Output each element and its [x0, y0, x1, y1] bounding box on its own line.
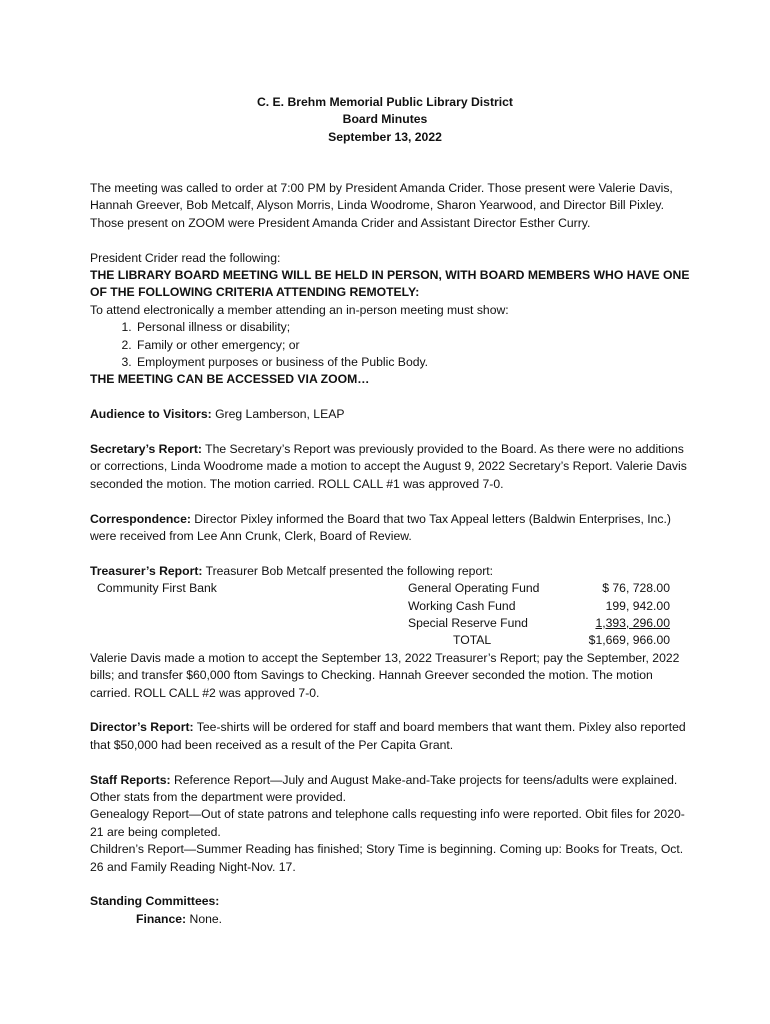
fund-amount: $ 76, 728.00 [602, 581, 670, 596]
remote-criteria-heading: THE LIBRARY BOARD MEETING WILL BE HELD IN PERSON, WITH BOARD MEMBERS WHO HAVE ONE OF THE FOLLOWING CRITERIA ATTENDING REMOTELY: [90, 268, 690, 300]
treasurer-label: Treasurer’s Report: [90, 563, 203, 578]
fund-amount: 1,393, 296.00 [595, 616, 670, 631]
table-row [90, 615, 690, 632]
staff-text: Reference Report—July and August Make-and-Take projects for teens/adults were explained. Other stats from the department were provided. [90, 772, 678, 805]
criteria-list [90, 319, 690, 371]
read-line: President Crider read the following: [90, 250, 281, 265]
total-amount: $1,669, 966.00 [588, 633, 670, 648]
document-header [0, 94, 770, 146]
meeting-date: September 13, 2022 [328, 129, 442, 144]
audience-section [90, 406, 690, 423]
list-item: 2. Family or other emergency; or [135, 337, 690, 354]
director-label: Director’s Report: [90, 720, 194, 735]
finance-text: None. [186, 911, 223, 926]
secretary-section [90, 441, 690, 493]
table-row [90, 580, 690, 597]
zoom-access-heading: THE MEETING CAN BE ACCESSED VIA ZOOM… [90, 372, 370, 387]
table-total-row [90, 632, 690, 649]
fund-amount: 199, 942.00 [605, 598, 670, 613]
attend-line: To attend electronically a member attending an in-person meeting must show: [90, 302, 509, 317]
treasurer-section [90, 563, 690, 580]
fund-name: General Operating Fund [408, 581, 540, 596]
director-section [90, 719, 690, 754]
list-item: 1. Personal illness or disability; [135, 319, 690, 336]
district-title: C. E. Brehm Memorial Public Library District [256, 95, 513, 109]
total-label: TOTAL [453, 633, 492, 648]
secretary-label: Secretary’s Report: [90, 442, 202, 457]
standing-committees-heading: Standing Committees: [90, 894, 220, 909]
treasurer-motion: Valerie Davis made a motion to accept the September 13, 2022 Treasurer’s Report; pay the September, 2022 bills; and transfer $60,000 ftom Savings to Checking. Hannah Greever seconded the motion. The motion carried. ROLL CALL #2 was approved 7-0. [90, 650, 680, 700]
table-row [90, 598, 690, 615]
treasurer-text: Treasurer Bob Metcalf presented the following report: [202, 563, 494, 578]
treasurer-table [90, 580, 690, 650]
children-report: Children’s Report—Summer Reading has finished; Story Time is beginning. Coming up: Books for Treats, Oct. 26 and Family Reading Night-Nov. 17. [90, 842, 684, 874]
list-item: 3. Employment purposes or business of the Public Body. [135, 354, 690, 371]
fund-name: Special Reserve Fund [408, 616, 528, 631]
fund-name: Working Cash Fund [408, 598, 516, 613]
bank-name: Community First Bank [97, 581, 217, 596]
secretary-text: The Secretary’s Report was previously provided to the Board. As there were no additions or corrections, Linda Woodrome made a motion to accept the August 9, 2022 Secretary’s Report. Valerie Davis seconded the motion. The motion carried. ROLL CALL #1 was approved 7-0. [90, 442, 687, 491]
correspondence-label: Correspondence: [90, 511, 191, 526]
document-title: Board Minutes [342, 112, 428, 127]
finance-label: Finance: [136, 911, 187, 926]
genealogy-report: Genealogy Report—Out of state patrons and telephone calls requesting info were reported. Obit files for 2020-21 are being completed. [90, 807, 685, 839]
staff-label: Staff Reports: [90, 772, 171, 787]
minutes-body [90, 180, 690, 928]
correspondence-section [90, 511, 690, 546]
intro-paragraph: The meeting was called to order at 7:00 PM by President Amanda Crider. Those present were Valerie Davis, Hannah Greever, Bob Metcalf, Alyson Morris, Linda Woodrome, Sharon Yearwood, and Director Bill Pixley. Those present on ZOOM were President Amanda Crider and Assistant Director Esther Curry. [90, 181, 673, 230]
finance-committee [90, 911, 690, 928]
audience-label: Audience to Visitors: [90, 407, 212, 422]
staff-section [90, 772, 690, 807]
director-text: Tee-shirts will be ordered for staff and board members that want them. Pixley also reported that $50,000 had been received as a result of the Per Capita Grant. [90, 720, 686, 752]
correspondence-text: Director Pixley informed the Board that two Tax Appeal letters (Baldwin Enterprises, Inc.) were received from Lee Ann Crunk, Clerk, Board of Review. [90, 511, 671, 544]
audience-text: Greg Lamberson, LEAP [211, 407, 345, 422]
